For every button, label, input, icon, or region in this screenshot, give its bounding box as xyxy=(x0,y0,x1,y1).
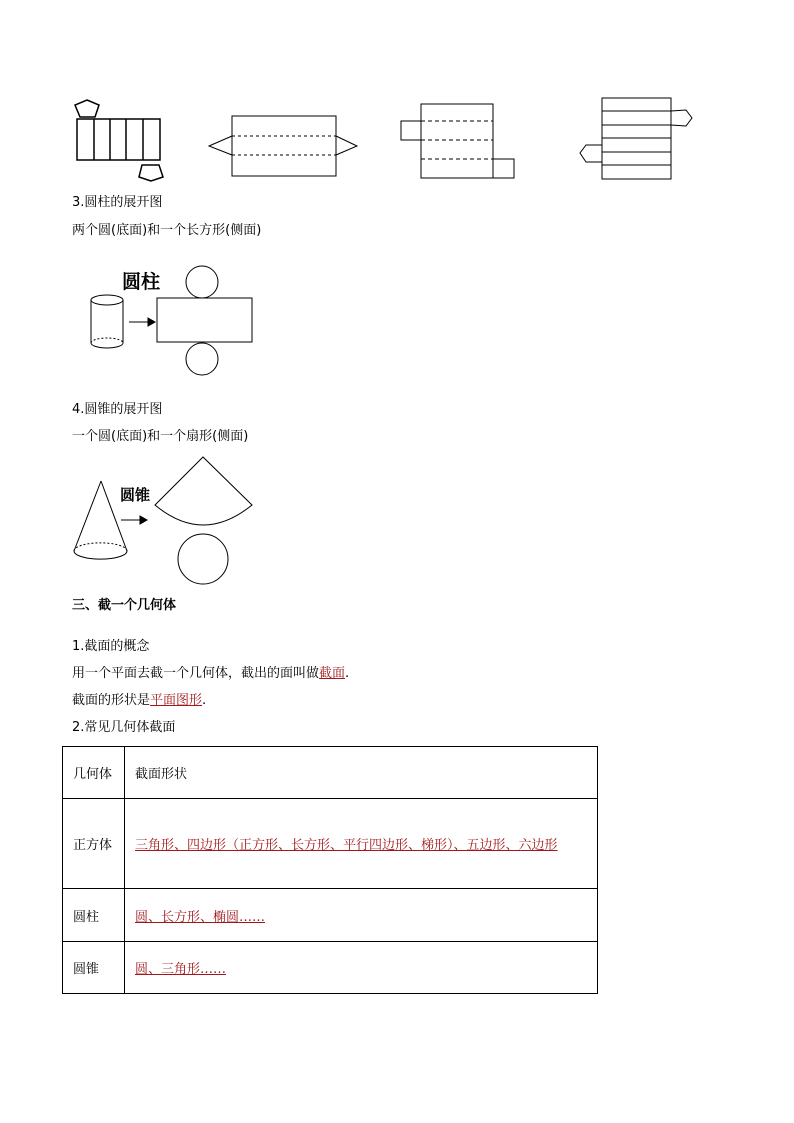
hexagonal-prism-net xyxy=(576,94,696,184)
cylinder-net-description: 两个圆(底面)和一个长方形(侧面) xyxy=(72,223,262,238)
cylinder-label: 圆柱 xyxy=(122,271,161,293)
table-row xyxy=(63,942,598,994)
cone-net-figure xyxy=(70,454,260,586)
definition-prefix: 用一个平面去截一个几何体，截出的面叫做 xyxy=(72,666,320,681)
triangular-prism-net xyxy=(205,112,365,182)
row-solid: 圆锥 xyxy=(63,942,125,994)
row-section: 圆、三角形…… xyxy=(125,942,598,994)
cylinder-net-figure xyxy=(84,262,264,382)
cone-label: 圆锥 xyxy=(120,486,151,504)
cylinder-net-heading: 3.圆柱的展开图 xyxy=(72,195,163,210)
definition-suffix: . xyxy=(345,666,350,681)
cone-net-description: 一个圆(底面)和一个扇形(侧面) xyxy=(72,429,249,444)
table-header-row xyxy=(63,747,598,799)
part3-title: 三、截一个几何体 xyxy=(72,598,177,613)
shape-answer: 平面图形 xyxy=(150,693,203,708)
definition-answer: 截面 xyxy=(319,666,346,681)
common-sections-heading: 2.常见几何体截面 xyxy=(72,720,176,735)
shape-suffix: . xyxy=(202,693,207,708)
section-definition xyxy=(72,666,349,682)
table-row xyxy=(63,799,598,889)
row-solid: 圆柱 xyxy=(63,889,125,942)
table-row xyxy=(63,889,598,942)
row-solid: 正方体 xyxy=(63,799,125,889)
section-shape xyxy=(72,693,206,709)
concept-heading: 1.截面的概念 xyxy=(72,639,150,654)
row-section: 三角形、四边形（正方形、长方形、平行四边形、梯形）、五边形、六边形 xyxy=(125,799,598,889)
shape-prefix: 截面的形状是 xyxy=(72,693,151,708)
header-solid: 几何体 xyxy=(63,747,125,799)
pentagonal-prism-net xyxy=(70,96,170,186)
cross-section-table xyxy=(62,746,598,994)
header-section: 截面形状 xyxy=(125,747,598,799)
cone-net-heading: 4.圆锥的展开图 xyxy=(72,402,163,417)
cuboid-net xyxy=(398,100,518,182)
row-section: 圆、长方形、椭圆…… xyxy=(125,889,598,942)
